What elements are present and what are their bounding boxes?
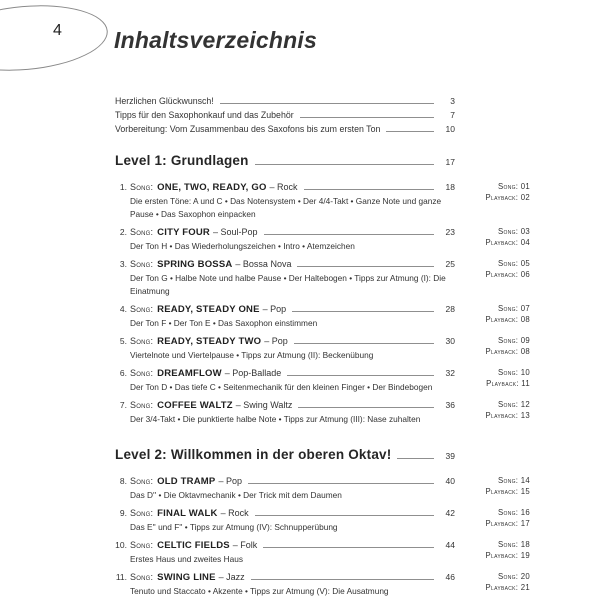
cd-song-ref: Song: 20: [498, 572, 530, 581]
song-title: COFFEE WALTZ: [157, 400, 233, 411]
cd-playback-ref: Playback: 08: [485, 315, 530, 324]
cd-playback-ref: Playback: 11: [486, 379, 530, 388]
song-title-line: [115, 180, 455, 195]
leader-line: [255, 515, 434, 516]
intro-label: Vorbereitung: Vom Zusammenbau des Saxofons bis zum ersten Ton: [115, 124, 381, 134]
song-title: CITY FOUR: [157, 227, 210, 238]
song-entry-main: [115, 474, 455, 502]
toc-intro: [115, 94, 530, 136]
song-entry-main: [115, 398, 455, 426]
leader-line: [300, 117, 434, 118]
cd-references: [455, 257, 530, 298]
song-topics: Erstes Haus und zweites Haus: [130, 554, 243, 564]
song-topics: Das D'' • Die Oktavmechanik • Der Trick mit dem Daumen: [130, 490, 342, 500]
leader-line: [386, 131, 434, 132]
cd-references: [455, 474, 530, 502]
intro-label: Tipps für den Saxophonkauf und das Zubehör: [115, 110, 294, 120]
page-corner-number: 4: [53, 22, 62, 39]
song-title: CELTIC FIELDS: [157, 540, 230, 551]
toc-song-entry: [115, 538, 530, 566]
song-number: 3.: [119, 259, 127, 269]
leader-line: [298, 407, 434, 408]
cd-song-ref: Song: 12: [498, 400, 530, 409]
song-entry-main: [115, 506, 455, 534]
song-number: 8.: [119, 476, 127, 486]
page-number: 28: [445, 304, 455, 314]
song-genre: – Rock: [220, 508, 249, 518]
toc-intro-row: [115, 94, 455, 108]
song-prefix: Song:: [130, 540, 154, 550]
toc-song-entry: [115, 398, 530, 426]
cd-playback-ref: Playback: 19: [485, 551, 530, 560]
toc-song-entry: [115, 366, 530, 394]
song-topics: Der Ton G • Halbe Note und halbe Pause • Der Haltebogen • Tipps zur Atmung (I): Die Einatmung: [130, 273, 446, 296]
song-title-line: [115, 302, 455, 317]
toc-song-entry: [115, 334, 530, 362]
toc-song-entry: [115, 570, 530, 598]
song-entry-main: [115, 302, 455, 330]
leader-line: [255, 164, 434, 165]
toc-sections: [115, 152, 530, 598]
toc-song-entry: [115, 180, 530, 221]
toc-song-entry: [115, 225, 530, 253]
song-title: FINAL WALK: [157, 508, 218, 519]
leader-line: [263, 547, 434, 548]
toc-intro-row: [115, 122, 455, 136]
song-number: 2.: [119, 227, 127, 237]
leader-line: [287, 375, 434, 376]
song-prefix: Song:: [130, 259, 154, 269]
leader-line: [248, 483, 434, 484]
song-title: READY, STEADY TWO: [157, 336, 262, 347]
page-number: 23: [445, 227, 455, 237]
cd-song-ref: Song: 10: [498, 368, 530, 377]
song-number: 7.: [119, 400, 127, 410]
song-title-line: [115, 506, 455, 521]
song-genre: – Soul-Pop: [213, 227, 258, 237]
toc-song-entry: [115, 302, 530, 330]
cd-references: [455, 538, 530, 566]
cd-references: [455, 570, 530, 598]
song-entry-main: [115, 570, 455, 598]
cd-playback-ref: Playback: 06: [485, 270, 530, 279]
page-number: 17: [445, 157, 455, 167]
song-genre: – Swing Waltz: [235, 400, 293, 410]
page-number: 30: [445, 336, 455, 346]
cd-song-ref: Song: 16: [498, 508, 530, 517]
leader-line: [251, 579, 434, 580]
toc-content: [115, 94, 530, 602]
page-number: 3: [450, 96, 455, 106]
song-title-line: [115, 257, 455, 272]
song-prefix: Song:: [130, 227, 154, 237]
level-heading: [115, 152, 455, 171]
level-heading-label: Level 1: Grundlagen: [115, 153, 249, 168]
song-topics: Tenuto und Staccato • Akzente • Tipps zur Atmung (V): Die Ausatmung: [130, 586, 389, 596]
song-number: 10.: [115, 540, 127, 550]
cd-playback-ref: Playback: 17: [485, 519, 530, 528]
cd-playback-ref: Playback: 02: [485, 193, 530, 202]
song-genre: – Rock: [269, 182, 298, 192]
cd-playback-ref: Playback: 04: [485, 238, 530, 247]
song-genre: – Pop: [262, 304, 287, 314]
page-number: 25: [445, 259, 455, 269]
toc-song-entry: [115, 506, 530, 534]
song-number: 1.: [119, 182, 127, 192]
level-heading: [115, 446, 455, 465]
song-entry-main: [115, 225, 455, 253]
song-topics: Der Ton H • Das Wiederholungszeichen • Intro • Atemzeichen: [130, 241, 355, 251]
page-number: 7: [450, 110, 455, 120]
page-number: 46: [445, 572, 455, 582]
toc-song-entry: [115, 474, 530, 502]
cd-references: [455, 506, 530, 534]
song-genre: – Jazz: [218, 572, 245, 582]
page-number: 18: [445, 182, 455, 192]
song-entry-main: [115, 257, 455, 298]
intro-label: Herzlichen Glückwunsch!: [115, 96, 214, 106]
cd-references: [455, 366, 530, 394]
cd-playback-ref: Playback: 21: [485, 583, 530, 592]
cd-song-ref: Song: 18: [498, 540, 530, 549]
leader-line: [264, 234, 434, 235]
cd-playback-ref: Playback: 15: [485, 487, 530, 496]
song-prefix: Song:: [130, 368, 154, 378]
cd-song-ref: Song: 05: [498, 259, 530, 268]
song-prefix: Song:: [130, 508, 154, 518]
song-topics: Der 3/4-Takt • Die punktierte halbe Note • Tipps zur Atmung (III): Nase zuhalten: [130, 414, 421, 424]
song-prefix: Song:: [130, 476, 154, 486]
song-title-line: [115, 474, 455, 489]
song-title: READY, STEADY ONE: [157, 304, 260, 315]
song-entry-main: [115, 180, 455, 221]
page-title: Inhaltsverzeichnis: [114, 27, 318, 53]
song-number: 11.: [115, 572, 127, 582]
leader-line: [220, 103, 434, 104]
cd-song-ref: Song: 03: [498, 227, 530, 236]
song-number: 4.: [119, 304, 127, 314]
song-prefix: Song:: [130, 336, 154, 346]
leader-line: [304, 189, 434, 190]
toc-intro-row: [115, 108, 455, 122]
song-entry-main: [115, 334, 455, 362]
page-number: 10: [445, 124, 455, 134]
song-title-line: [115, 398, 455, 413]
song-genre: – Pop: [264, 336, 288, 346]
song-title: SWING LINE: [157, 572, 216, 583]
song-entry-main: [115, 366, 455, 394]
song-prefix: Song:: [130, 572, 154, 582]
song-title: SPRING BOSSA: [157, 259, 233, 270]
leader-line: [297, 266, 434, 267]
song-topics: Das E'' und F'' • Tipps zur Atmung (IV): Schnupperübung: [130, 522, 338, 532]
page-number: 32: [445, 368, 455, 378]
song-title-line: [115, 538, 455, 553]
song-genre: – Pop-Ballade: [224, 368, 282, 378]
page-number: 39: [445, 451, 455, 461]
song-topics: Der Ton F • Der Ton E • Das Saxophon einstimmen: [130, 318, 318, 328]
cd-references: [455, 180, 530, 221]
leader-line: [397, 458, 434, 459]
cd-song-ref: Song: 01: [498, 182, 530, 191]
page-number: 44: [445, 540, 455, 550]
song-genre: – Bossa Nova: [235, 259, 292, 269]
song-genre: – Folk: [232, 540, 258, 550]
song-genre: – Pop: [218, 476, 242, 486]
song-title: DREAMFLOW: [157, 368, 222, 379]
cd-references: [455, 398, 530, 426]
song-prefix: Song:: [130, 400, 154, 410]
song-title: OLD TRAMP: [157, 476, 216, 487]
song-number: 5.: [119, 336, 127, 346]
song-title-line: [115, 225, 455, 240]
song-topics: Die ersten Töne: A und C • Das Notensystem • Der 4/4-Takt • Ganze Note und ganze Pause • Das Saxophon einpacken: [130, 196, 442, 219]
cd-song-ref: Song: 14: [498, 476, 530, 485]
cd-playback-ref: Playback: 08: [485, 347, 530, 356]
page-number: 42: [445, 508, 455, 518]
song-number: 6.: [119, 368, 127, 378]
cd-references: [455, 225, 530, 253]
song-entry-main: [115, 538, 455, 566]
page-number: 40: [445, 476, 455, 486]
toc-song-entry: [115, 257, 530, 298]
cd-references: [455, 302, 530, 330]
song-topics: Der Ton D • Das tiefe C • Seitenmechanik für den kleinen Finger • Der Bindebogen: [130, 382, 433, 392]
leader-line: [294, 343, 434, 344]
cd-song-ref: Song: 07: [498, 304, 530, 313]
song-title: ONE, TWO, READY, GO: [157, 182, 267, 193]
song-number: 9.: [119, 508, 127, 518]
page-number: 36: [445, 400, 455, 410]
leader-line: [292, 311, 434, 312]
song-title-line: [115, 334, 455, 349]
cd-references: [455, 334, 530, 362]
level-heading-label: Level 2: Willkommen in der oberen Oktav!: [115, 447, 392, 462]
song-prefix: Song:: [130, 304, 154, 314]
cd-playback-ref: Playback: 13: [485, 411, 530, 420]
song-prefix: Song:: [130, 182, 154, 192]
song-topics: Viertelnote und Viertelpause • Tipps zur Atmung (II): Beckenübung: [130, 350, 374, 360]
cd-song-ref: Song: 09: [498, 336, 530, 345]
song-title-line: [115, 570, 455, 585]
song-title-line: [115, 366, 455, 381]
